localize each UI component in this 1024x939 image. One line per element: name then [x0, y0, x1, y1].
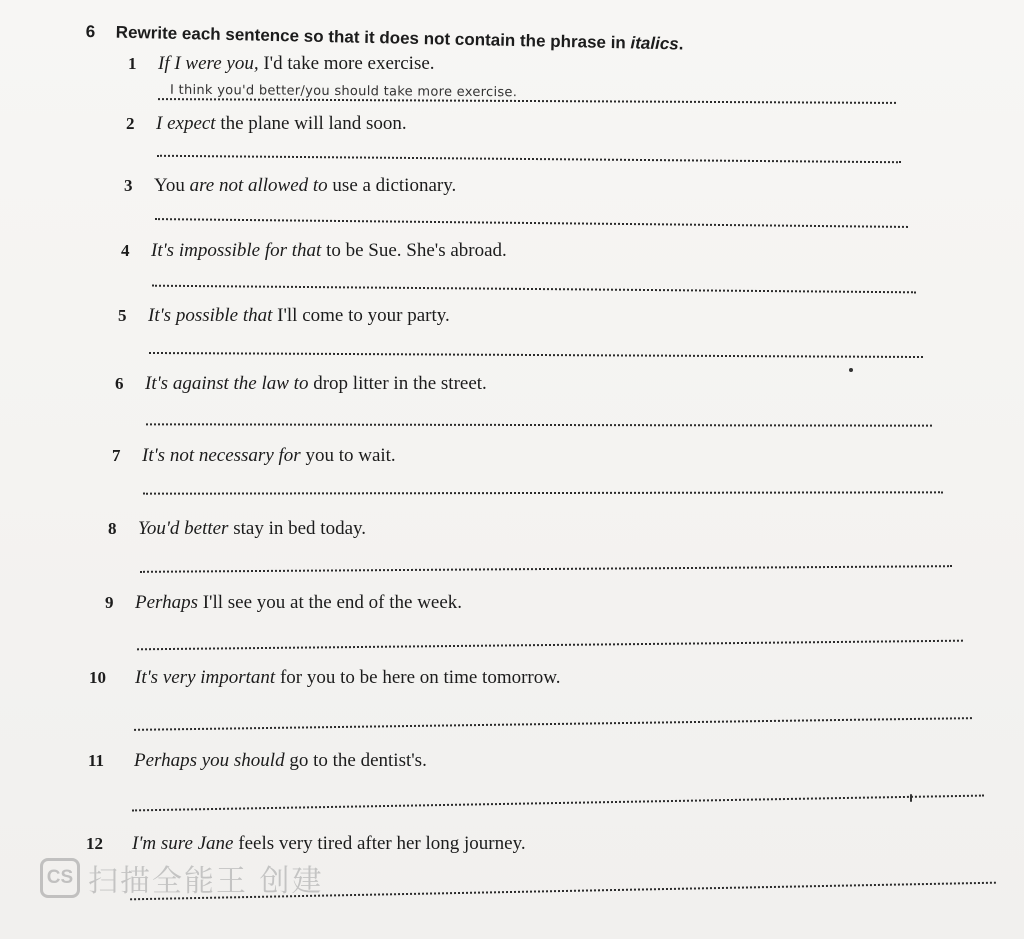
answer-line-9[interactable] [137, 640, 963, 651]
exercise-item-12: 12 I'm sure Jane feels very tired after her long journey. [86, 833, 526, 854]
answer-line-2[interactable] [157, 155, 901, 163]
exercise-instruction: Rewrite each sentence so that it does not contain the phrase in italics. [115, 22, 684, 54]
exercise-item-10: 10 It's very important for you to be here on time tomorrow. [89, 667, 561, 688]
answer-line-4[interactable] [152, 285, 916, 294]
exercise-item-3: 3 You are not allowed to use a dictionary. [124, 175, 457, 196]
exercise-heading [86, 22, 806, 57]
answer-line-10[interactable] [134, 717, 972, 731]
exercise-item-8: 8 You'd better stay in bed today. [108, 518, 367, 539]
answer-line-6[interactable] [146, 423, 932, 426]
answer-line-1[interactable] [158, 98, 896, 104]
exercise-item-6: 6 It's against the law to drop litter in the street. [115, 373, 487, 394]
scanner-watermark [40, 856, 324, 900]
answer-line-11[interactable] [132, 795, 984, 812]
answer-1-text: I think you'd better/you should take more exercise. [169, 82, 518, 101]
watermark-text: 扫描全能王 创建 [88, 864, 324, 899]
paper-speck [910, 794, 912, 802]
exercise-item-7: 7 It's not necessary for you to wait. [112, 445, 396, 466]
exercise-item-11: 11 Perhaps you should go to the dentist's. [88, 750, 427, 771]
answer-line-3[interactable] [155, 218, 908, 228]
exercise-item-9: 9 Perhaps I'll see you at the end of the week. [105, 592, 463, 613]
exercise-item-2: 2 I expect the plane will land soon. [126, 113, 407, 134]
exercise-item-4: 4 It's impossible for that to be Sue. She's abroad. [121, 240, 507, 261]
exercise-number: 6 [85, 22, 96, 42]
answer-line-8[interactable] [140, 565, 952, 573]
paper-speck [849, 368, 853, 372]
answer-line-7[interactable] [143, 491, 943, 494]
exercise-item-1: 1 If I were you, I'd take more exercise. [128, 53, 435, 74]
camscanner-logo-icon: CS [40, 858, 80, 898]
answer-line-5[interactable] [149, 352, 923, 358]
exercise-item-5: 5 It's possible that I'll come to your party. [118, 305, 450, 326]
